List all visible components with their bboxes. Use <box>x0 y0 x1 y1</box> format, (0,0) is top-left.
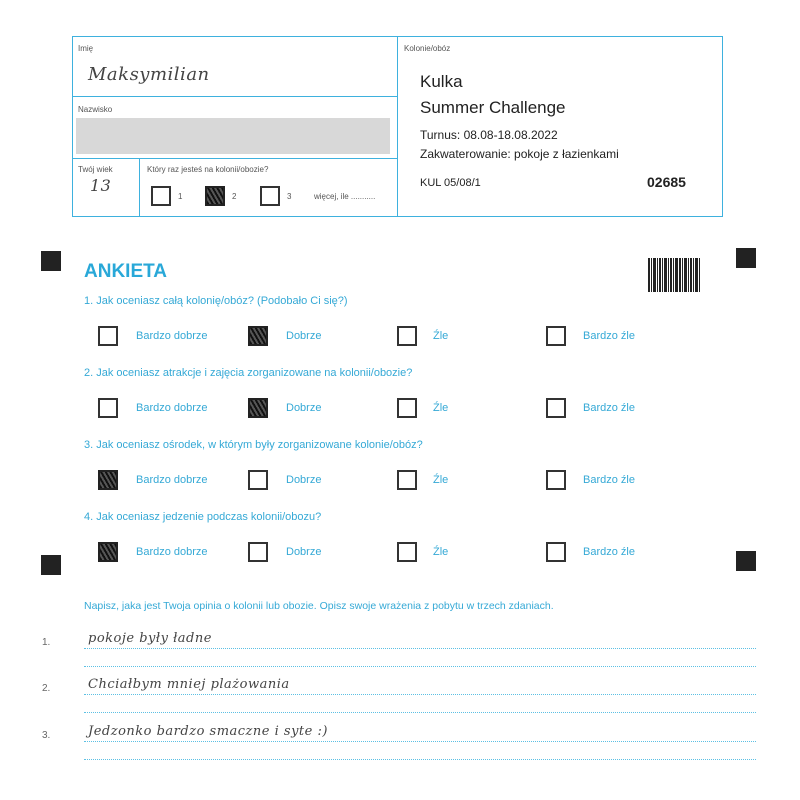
question-3-option-2-checkbox[interactable] <box>248 470 268 490</box>
answer-2-number: 2. <box>42 683 51 694</box>
times-option-3-label: 3 <box>287 192 292 201</box>
camp-code: KUL 05/08/1 <box>420 177 481 189</box>
answer-3-number: 3. <box>42 730 51 741</box>
question-2-option-3-label: Źle <box>433 402 449 414</box>
question-2-option-1-checkbox[interactable] <box>98 398 118 418</box>
registration-marker-top-left <box>41 251 61 271</box>
question-3-option-4-checkbox[interactable] <box>546 470 566 490</box>
answer-1-line <box>84 648 756 649</box>
camp-name: Kulka <box>420 72 463 91</box>
question-3-option-4-label: Bardzo źle <box>583 474 635 486</box>
question-1-option-1-label: Bardzo dobrze <box>136 330 208 342</box>
answer-3-line-extra <box>84 759 756 760</box>
question-2-option-1-label: Bardzo dobrze <box>136 402 208 414</box>
registration-marker-bottom-left <box>41 555 61 575</box>
question-3-text: 3. Jak oceniasz ośrodek, w którym były zorganizowane kolonie/obóz? <box>84 439 423 451</box>
question-1-option-1-checkbox[interactable] <box>98 326 118 346</box>
header-divider <box>397 36 398 217</box>
question-3-option-3-label: Źle <box>433 474 449 486</box>
times-option-1-label: 1 <box>178 192 183 201</box>
question-4-option-3-checkbox[interactable] <box>397 542 417 562</box>
times-option-2-checkbox[interactable] <box>205 186 225 206</box>
question-1-option-3-checkbox[interactable] <box>397 326 417 346</box>
answer-1-text[interactable]: pokoje były ładne <box>88 631 212 646</box>
opinion-prompt: Napisz, jaka jest Twoja opinia o kolonii lub obozie. Opisz swoje wrażenia z pobytu w trzech zdaniach. <box>84 600 554 612</box>
answer-2-line <box>84 694 756 695</box>
age-label: Twój wiek <box>78 165 113 174</box>
question-2-option-2-label: Dobrze <box>286 402 322 414</box>
question-4-text: 4. Jak oceniasz jedzenie podczas kolonii/obozu? <box>84 511 322 523</box>
barcode-icon <box>648 258 700 292</box>
question-3-option-1-label: Bardzo dobrze <box>136 474 208 486</box>
name-row-divider <box>72 96 398 97</box>
times-label: Który raz jesteś na kolonii/obozie? <box>147 165 269 174</box>
times-option-1-checkbox[interactable] <box>151 186 171 206</box>
question-4-option-1-checkbox[interactable] <box>98 542 118 562</box>
answer-3-text[interactable]: Jedzonko bardzo smaczne i syte :) <box>88 724 328 739</box>
question-4-option-3-label: Źle <box>433 546 449 558</box>
question-4-option-1-label: Bardzo dobrze <box>136 546 208 558</box>
question-3-option-3-checkbox[interactable] <box>397 470 417 490</box>
camp-number: 02685 <box>647 174 686 190</box>
question-4-option-4-label: Bardzo źle <box>583 546 635 558</box>
question-2-option-4-label: Bardzo źle <box>583 402 635 414</box>
answer-2-text[interactable]: Chciałbym mniej plażowania <box>88 677 290 692</box>
answer-2-line-extra <box>84 712 756 713</box>
question-4-option-2-checkbox[interactable] <box>248 542 268 562</box>
question-2-option-4-checkbox[interactable] <box>546 398 566 418</box>
question-1-option-4-checkbox[interactable] <box>546 326 566 346</box>
surname-label: Nazwisko <box>78 105 113 114</box>
answer-1-line-extra <box>84 666 756 667</box>
camp-turnus: Turnus: 08.08-18.08.2022 <box>420 128 558 142</box>
survey-title: ANKIETA <box>84 261 168 282</box>
name-label: Imię <box>78 44 94 53</box>
question-2-option-3-checkbox[interactable] <box>397 398 417 418</box>
question-1-option-2-checkbox[interactable] <box>248 326 268 346</box>
registration-marker-top-right <box>736 248 756 268</box>
surname-row-divider <box>72 158 398 159</box>
question-2-text: 2. Jak oceniasz atrakcje i zajęcia zorganizowane na kolonii/obozie? <box>84 367 413 379</box>
camp-label: Kolonie/obóz <box>404 44 451 53</box>
registration-marker-bottom-right <box>736 551 756 571</box>
times-option-3-checkbox[interactable] <box>260 186 280 206</box>
question-4-option-4-checkbox[interactable] <box>546 542 566 562</box>
question-1-text: 1. Jak oceniasz całą kolonię/obóz? (Podobało Ci się?) <box>84 295 348 307</box>
answer-3-line <box>84 741 756 742</box>
times-option-2-label: 2 <box>232 192 237 201</box>
question-3-option-2-label: Dobrze <box>286 474 322 486</box>
question-4-option-2-label: Dobrze <box>286 546 322 558</box>
question-1-option-4-label: Bardzo źle <box>583 330 635 342</box>
times-more-label: więcej, ile ........... <box>314 192 376 201</box>
surname-redacted-field <box>76 118 390 154</box>
question-1-option-2-label: Dobrze <box>286 330 322 342</box>
age-divider <box>139 158 140 217</box>
question-3-option-1-checkbox[interactable] <box>98 470 118 490</box>
answer-1-number: 1. <box>42 637 51 648</box>
age-value[interactable]: 13 <box>90 176 112 195</box>
camp-accommodation: Zakwaterowanie: pokoje z łazienkami <box>420 147 619 161</box>
camp-program: Summer Challenge <box>420 98 566 117</box>
name-value[interactable]: Maksymilian <box>88 64 210 85</box>
question-1-option-3-label: Źle <box>433 330 449 342</box>
question-2-option-2-checkbox[interactable] <box>248 398 268 418</box>
